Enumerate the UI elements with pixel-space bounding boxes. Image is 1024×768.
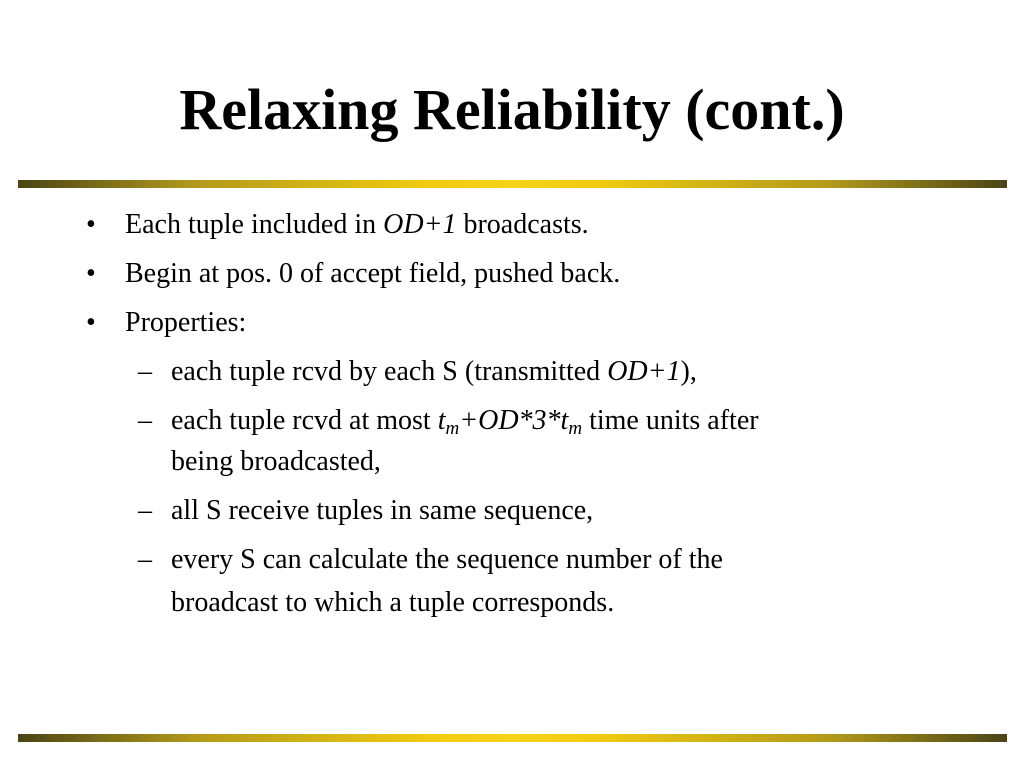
sub-bullet-same-sequence: all S receive tuples in same sequence, bbox=[171, 495, 594, 526]
sub-bullet-rcvd-at-most: each tuple rcvd at most $t_m+OD*3*t_m$ time units after bbox=[171, 405, 759, 439]
sub-bullet-rcvd-at-most-continued: being broadcasted, bbox=[171, 446, 381, 477]
od-plus-one-term: OD+1 bbox=[383, 209, 457, 240]
dash-marker: – bbox=[138, 544, 152, 575]
bullet-item-properties: Properties: bbox=[125, 307, 247, 338]
od-plus-one-term: OD+1 bbox=[607, 356, 681, 387]
dash-marker: – bbox=[138, 356, 152, 387]
bullet-marker: • bbox=[86, 209, 96, 240]
dash-marker: – bbox=[138, 405, 152, 436]
sub-bullet-calculate-sequence: every S can calculate the sequence number of the bbox=[171, 544, 723, 575]
bullet-item-broadcasts: Each tuple included in OD+1 broadcasts. bbox=[125, 209, 589, 240]
slide-title: Relaxing Reliability (cont.) bbox=[179, 77, 845, 142]
bullet-marker: • bbox=[86, 307, 96, 338]
dash-marker: – bbox=[138, 495, 152, 526]
time-formula: $t_m+OD*3*t_m$ bbox=[437, 405, 583, 439]
sub-bullet-rcvd-by-each: each tuple rcvd by each S (transmitted OD+1), bbox=[171, 356, 697, 387]
bullet-marker: • bbox=[86, 258, 96, 289]
bullet-item-begin-at-pos: Begin at pos. 0 of accept field, pushed back. bbox=[125, 258, 621, 289]
bottom-divider-rule bbox=[18, 734, 1007, 742]
sub-bullet-calculate-sequence-continued: broadcast to which a tuple corresponds. bbox=[171, 587, 615, 618]
